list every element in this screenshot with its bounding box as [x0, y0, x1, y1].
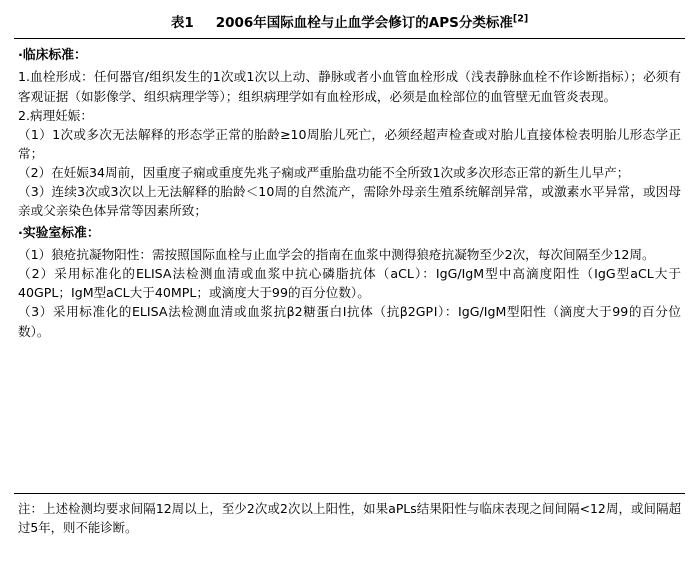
lab-item-3: （3）采用标准化的ELISA法检测血清或血浆抗β2糖蛋白Ⅰ抗体（抗β2GPⅠ）：IgG/IgM型阳性（滴度大于99的百分位数）。 [18, 304, 681, 339]
section-heading-laboratory: ·实验室标准： [18, 225, 100, 241]
table-caption [14, 8, 685, 38]
table-footnote: 注：上述检测均要求间隔12周以上，至少2次或2次以上阳性，如果aPLs结果阳性与临床表现之间间隔<12周，或间隔超过5年，则不能诊断。 [18, 501, 681, 535]
table-body [14, 39, 685, 345]
lab-item-1: （1）狼疮抗凝物阳性：需按照国际血栓与止血学会的指南在血浆中测得狼疮抗凝物至少2次，每次间隔至少12周。 [18, 247, 655, 262]
table-title: 2006年国际血栓与止血学会修订的APS分类标准[2] [215, 13, 529, 31]
clinical-item-2-3: （3）连续3次或3次以上无法解释的胎龄＜10周的自然流产，需除外母亲生殖系统解剖异常，或激素水平异常，或因母亲或父亲染色体异常等因素所致； [18, 184, 681, 219]
clinical-item-2: 2.病理妊娠： [18, 107, 93, 123]
clinical-item-2-2: （2）在妊娠34周前，因重度子痫或重度先兆子痫或严重胎盘功能不全所致1次或多次形态正常的新生儿早产； [18, 165, 630, 181]
clinical-item-1: 1.血栓形成：任何器官/组织发生的1次或1次以上动、静脉或者小血管血栓形成（浅表静脉血栓不作诊断指标）；必须有客观证据（如影像学、组织病理学等）；组织病理学如有血栓形成，必须是血栓部位的血管壁无血管炎表现。 [18, 69, 681, 104]
clinical-item-2-1: （1）1次或多次无法解释的形态学正常的胎龄≥10周胎儿死亡，必须经超声检查或对胎儿直接体检表明胎儿形态学正常； [18, 126, 681, 161]
table-label: 表1 [170, 15, 194, 31]
reference-superscript: [2] [512, 13, 529, 25]
section-heading-clinical: ·临床标准： [18, 48, 87, 63]
lab-item-2: （2）采用标准化的ELISA法检测血清或血浆中抗心磷脂抗体（aCL）：IgG/IgM型中高滴度阳性（IgG型aCL大于40GPL；IgM型aCL大于40MPL；或滴度大于99的百分位数）。 [18, 266, 681, 301]
